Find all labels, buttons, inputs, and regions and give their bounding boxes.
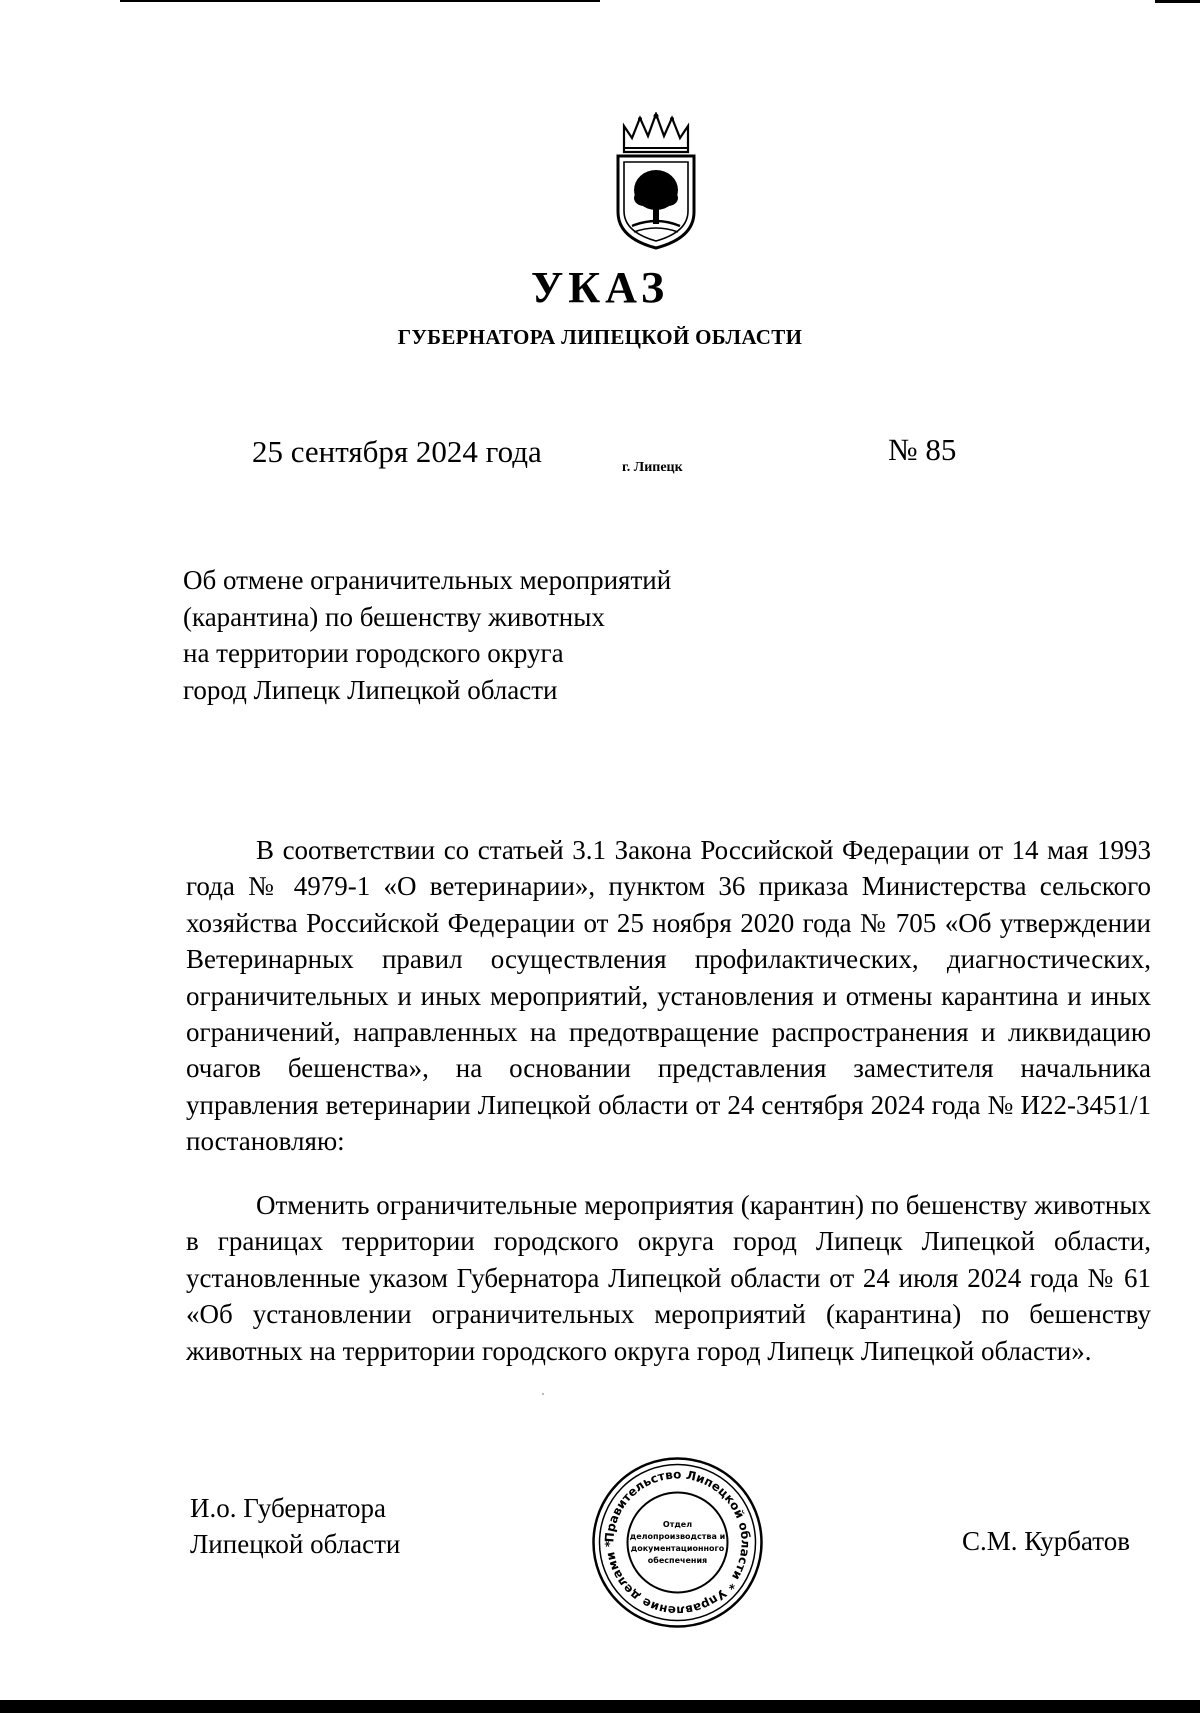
- body-paragraph-resolution: Отменить ограничительные мероприятия (карантин) по бешенству животных в границах территории городского округа город Липецк Липецкой области, установленные указом Губернатора Липецкой области от 24 июля 2024 года № 61 «Об установлении ограничительных мероприятий (карантина) по бешенству животных на территории городского округа город Липецк Липецкой области».: [186, 1190, 1151, 1366]
- signatory-name: С.М. Курбатов: [962, 1526, 1130, 1556]
- scan-border-bottom: [0, 1700, 1200, 1713]
- scan-border-top-right: [1155, 0, 1200, 3]
- signatory-position-line: Липецкой области: [190, 1529, 401, 1559]
- signatory-position: [190, 1490, 400, 1562]
- subject-line: (карантина) по бешенству животных: [183, 601, 605, 632]
- scan-border-top-left: [120, 0, 600, 2]
- decree-subject: [183, 562, 671, 708]
- signatory-position-line: И.о. Губернатора: [190, 1493, 387, 1523]
- subject-line: на территории городского округа: [183, 638, 564, 668]
- svg-text:обеспечения: обеспечения: [647, 1556, 708, 1565]
- svg-text:делопроизводства и: делопроизводства и: [629, 1532, 726, 1541]
- svg-text:Отдел: Отдел: [662, 1520, 693, 1529]
- svg-text:Правительство Липецкой области: Правительство Липецкой области * Управление делами *: [602, 1467, 753, 1618]
- official-stamp-icon: [590, 1455, 765, 1630]
- decree-city: г. Липецк: [622, 460, 683, 475]
- decree-number: № 85: [888, 432, 957, 467]
- svg-text:документационного: документационного: [630, 1544, 725, 1553]
- scan-speck: [542, 1393, 544, 1395]
- issuer-subtitle: ГУБЕРНАТОРА ЛИПЕЦКОЙ ОБЛАСТИ: [397, 325, 803, 349]
- body-paragraph-preamble: В соответствии со статьей 3.1 Закона Российской Федерации от 14 мая 1993 года № 4979-1 «О ветеринарии», пунктом 36 приказа Министерства сельского хозяйства Российской Федерации от 25 ноября 2020 года № 705 «Об утверждении Ветеринарных правил осуществления профилактических, диагностических, ограничительных и иных мероприятий, установления и отмены карантина и иных ограничений, направленных на предотвращение распространения и ликвидацию очагов бешенства», на основании представления заместителя начальника управления ветеринарии Липецкой области от 24 сентября 2024 года № И22-3451/1 постановляю:: [186, 835, 1151, 1157]
- document-type-title: УКАЗ: [530, 263, 670, 312]
- decree-date: 25 сентября 2024 года: [252, 434, 542, 469]
- coat-of-arms-icon: [610, 112, 702, 252]
- subject-line: город Липецк Липецкой области: [183, 674, 558, 705]
- subject-line: Об отмене ограничительных мероприятий: [183, 565, 672, 595]
